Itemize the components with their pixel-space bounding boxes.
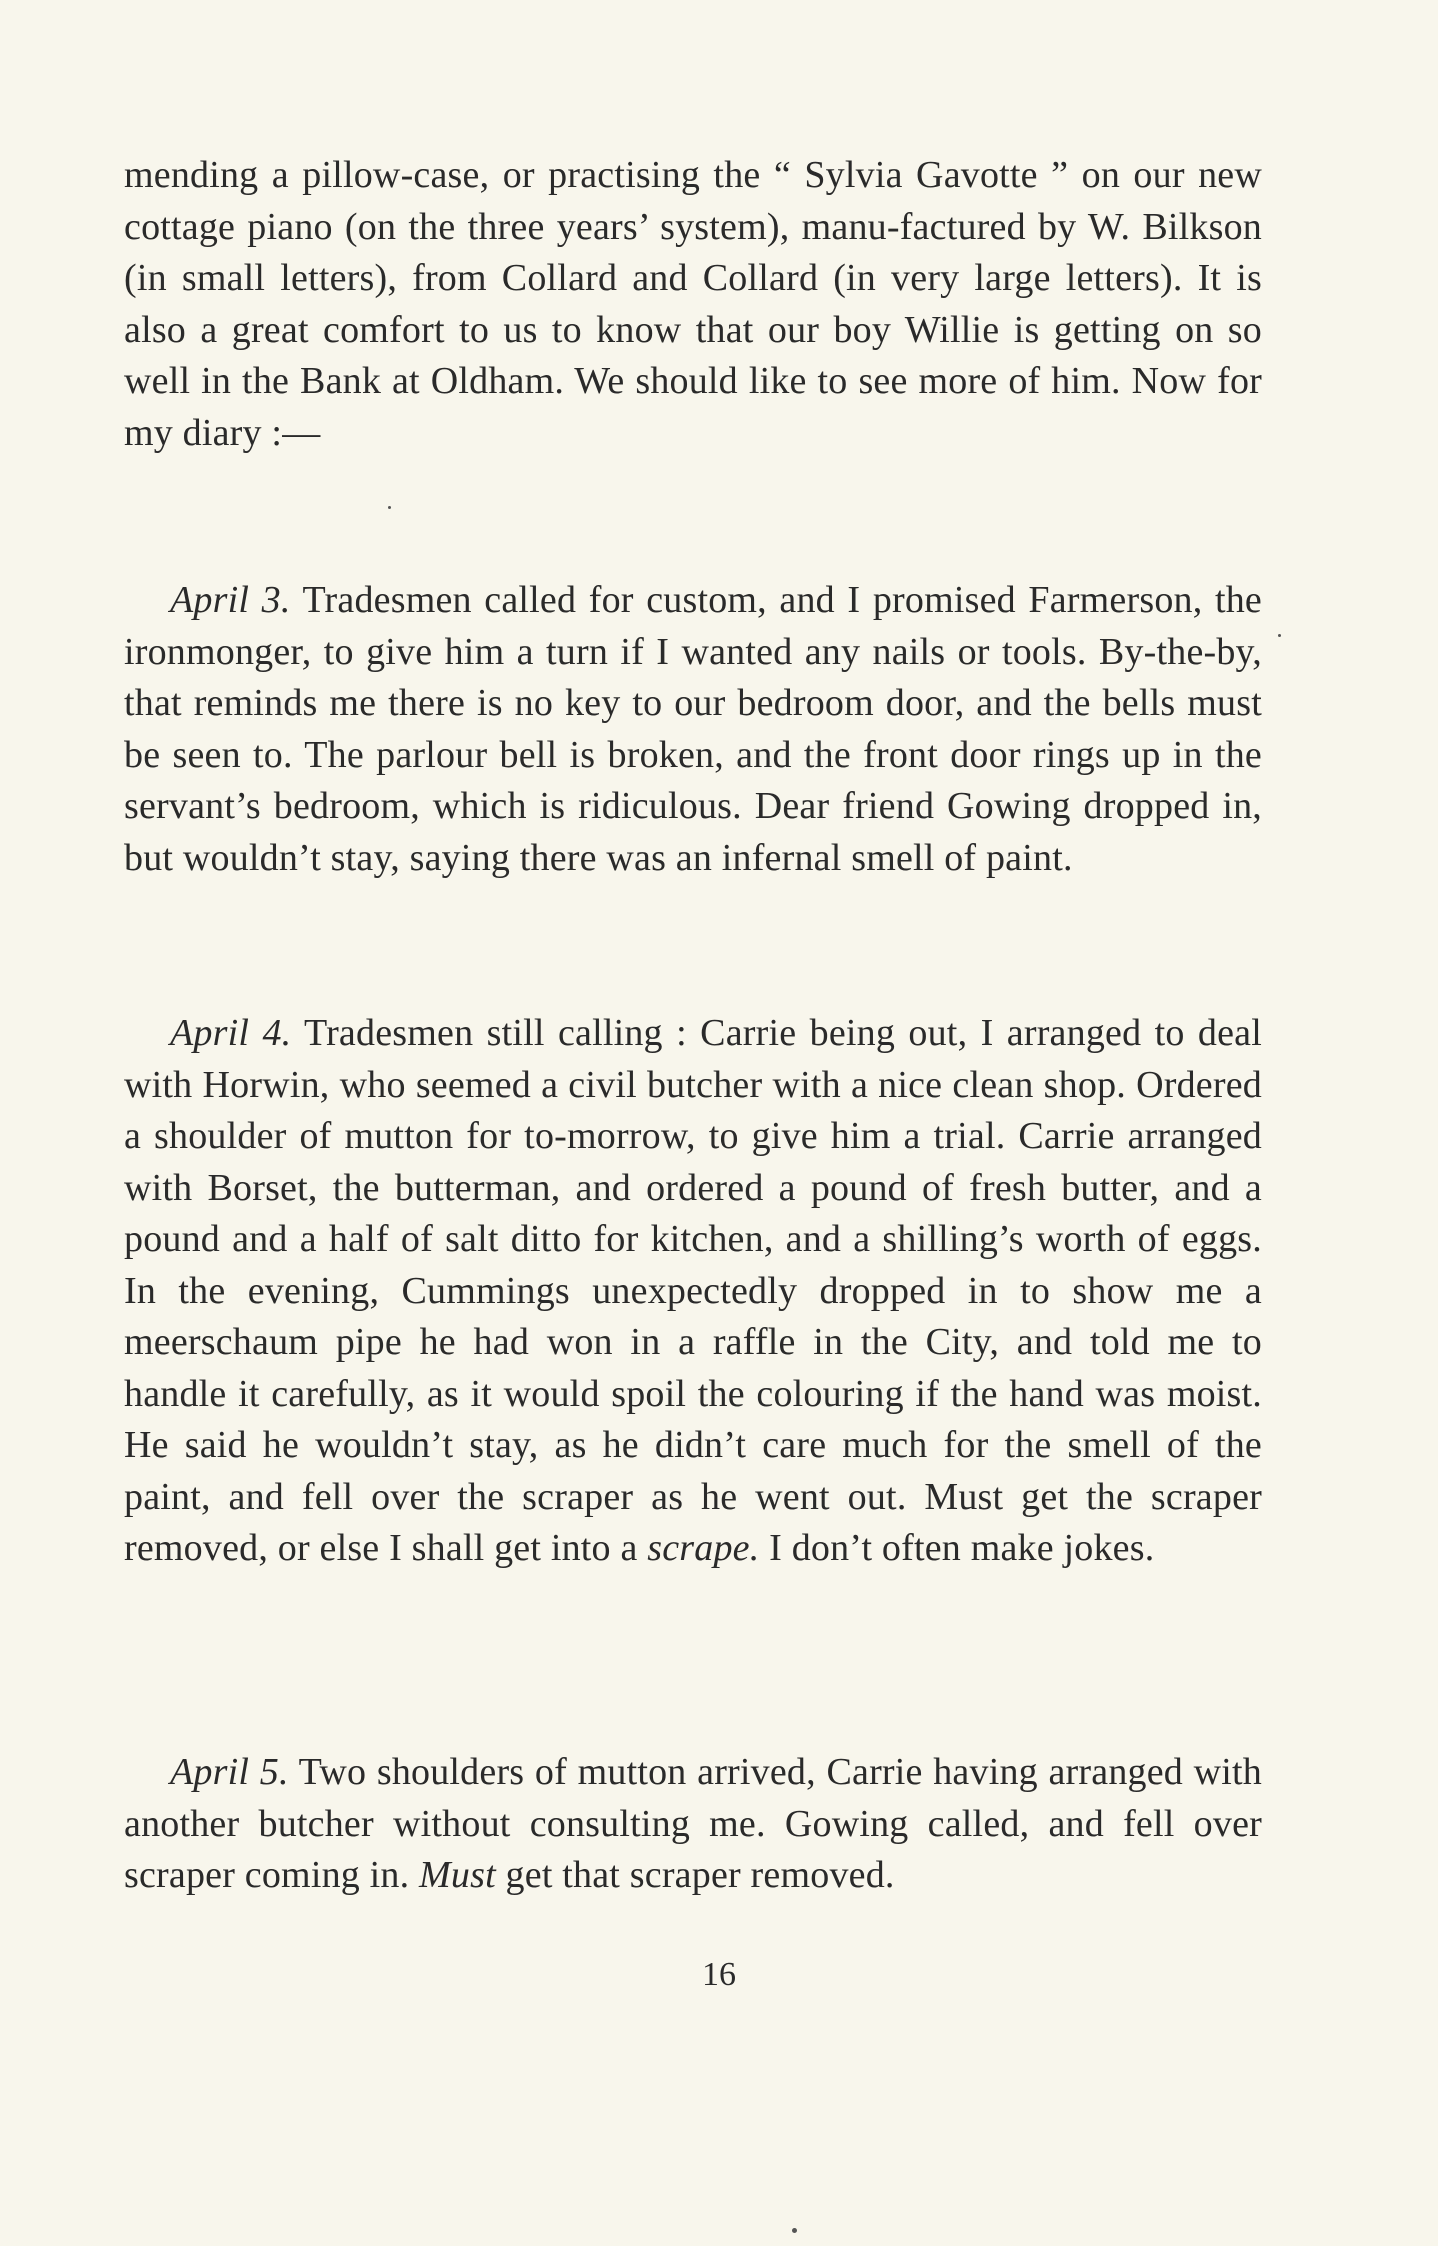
entry-date: April 5.	[170, 1751, 289, 1793]
entry-date: April 3.	[170, 579, 291, 621]
entry-text: Tradesmen called for custom, and I promised Farmerson, the ironmonger, to give him a turn if I wanted any nails or tools. By-the-by, that reminds me there is no key to our bedroom door, and the bells must be seen to. The parlour bell is broken, and the front door rings up in the servant’s bedroom, which is ridiculous. Dear friend Gowing dropped in, but wouldn’t stay, saying there was an infernal smell of paint.	[124, 579, 1262, 879]
entry-text: Tradesmen still calling : Carrie being out, I arranged to deal with Horwin, who seemed a civil butcher with a nice clean shop. Ordered a shoulder of mutton for to-morrow, to give him a trial. Carrie arranged with Borset, the butterman, and ordered a pound of fresh butter, and a pound and a half of salt ditto for kitchen, and a shilling’s worth of eggs. In the evening, Cummings unexpectedly dropped in to show me a meerschaum pipe he had won in a raffle in the City, and told me to handle it carefully, as it would spoil the colouring if the hand was moist. He said he wouldn’t stay, as he didn’t care much for the smell of the paint, and fell over the scraper as he went out. Must get the scraper removed, or else I shall get into a	[124, 1012, 1262, 1569]
entry-text-end: I don’t often make jokes.	[759, 1527, 1155, 1569]
intro-paragraph	[124, 150, 1262, 459]
print-speck	[1278, 634, 1281, 637]
diary-entry-april-4	[124, 1008, 1262, 1575]
entry-text: Two shoulders of mutton arrived, Carrie having arranged with another butcher without consulting me. Gowing called, and fell over scraper coming in.	[124, 1751, 1262, 1896]
entry-text-end: get that scraper removed.	[495, 1854, 895, 1896]
entry-paragraph	[124, 1008, 1262, 1575]
page-number: 16	[702, 1956, 736, 1993]
entry-paragraph	[124, 575, 1262, 884]
diary-entry-april-5	[124, 1747, 1262, 1902]
entry-italic-word: scrape.	[647, 1527, 760, 1569]
print-speck	[792, 2228, 797, 2233]
intro-text: mending a pillow-case, or practising the “ Sylvia Gavotte ” on our new cottage piano (on the three years’ system), manu-factured by W. Bilkson (in small letters), from Collard and Collard (in very large letters). It is also a great comfort to us to know that our boy Willie is getting on so well in the Bank at Oldham. We should like to see more of him. Now for my diary :—	[124, 154, 1262, 454]
entry-italic-word: Must	[419, 1854, 496, 1896]
entry-date: April 4.	[170, 1012, 292, 1054]
print-speck	[388, 506, 391, 509]
entry-paragraph	[124, 1747, 1262, 1902]
diary-entry-april-3	[124, 575, 1262, 884]
